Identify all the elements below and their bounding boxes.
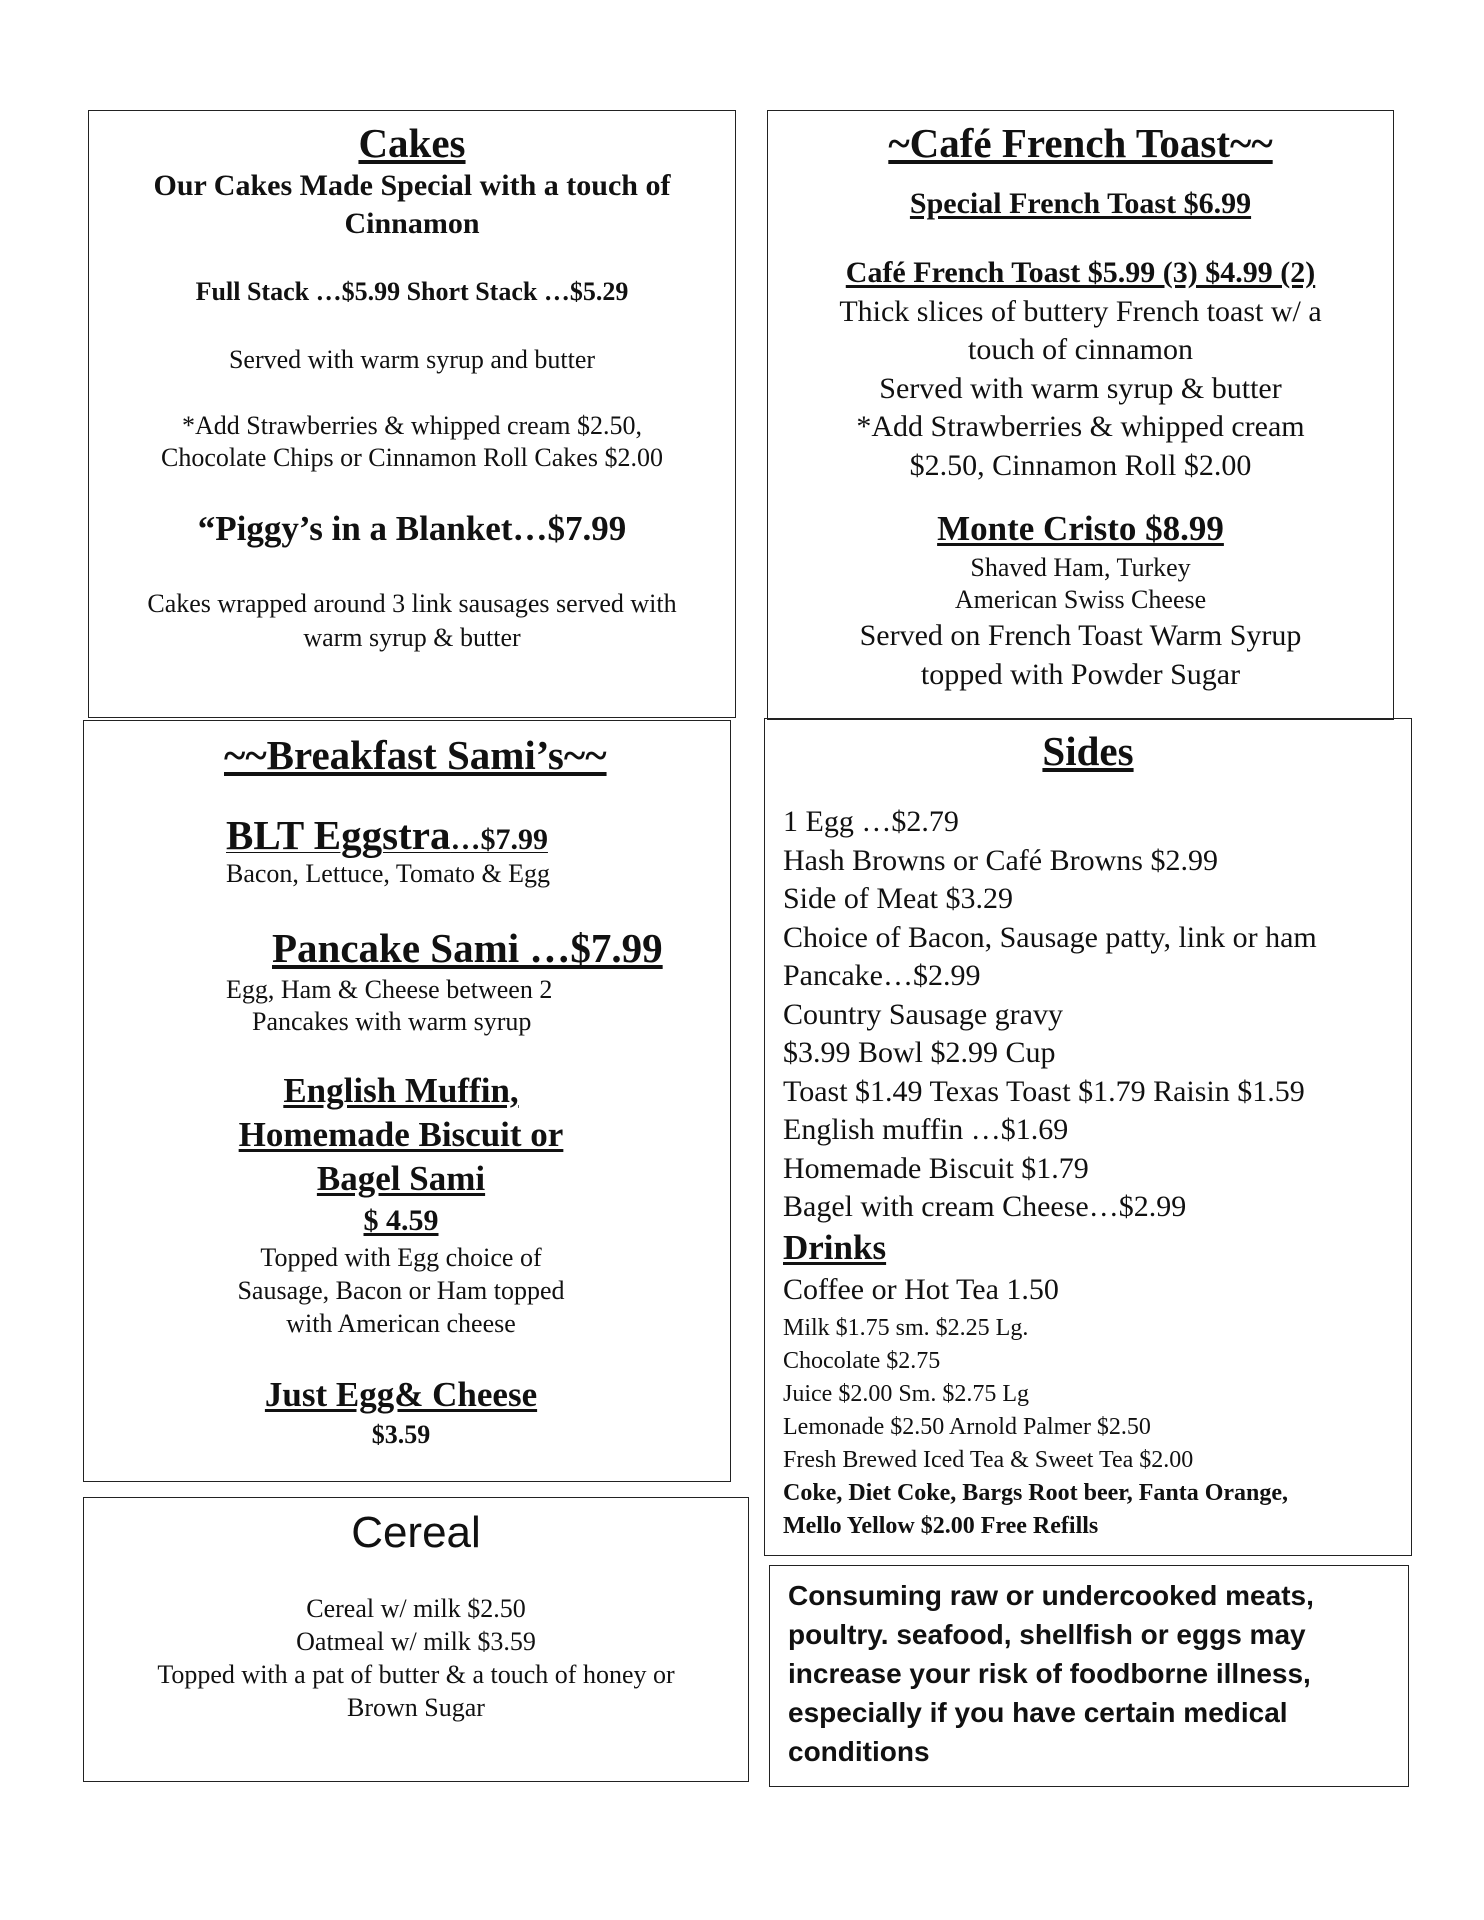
drink-item: Milk $1.75 sm. $2.25 Lg. xyxy=(783,1315,1029,1341)
cakes-section xyxy=(88,110,736,718)
cereal-section xyxy=(83,1497,749,1782)
muffin-desc-2: Sausage, Bacon or Ham topped xyxy=(237,1276,565,1305)
sides-item: Choice of Bacon, Sausage patty, link or ham xyxy=(783,920,1317,954)
sides-item: $3.99 Bowl $2.99 Cup xyxy=(783,1036,1056,1069)
cakes-title: Cakes xyxy=(358,120,466,166)
drink-item: Juice $2.00 Sm. $2.75 Lg xyxy=(783,1381,1029,1407)
sides-item: Country Sausage gravy xyxy=(783,997,1063,1031)
sides-item: Toast $1.49 Texas Toast $1.79 Raisin $1.59 xyxy=(783,1074,1305,1108)
french-toast-desc-4: *Add Strawberries & whipped cream xyxy=(856,410,1305,443)
cakes-add-1: *Add Strawberries & whipped cream $2.50, xyxy=(182,411,642,440)
sides-item: Side of Meat $3.29 xyxy=(783,882,1013,915)
warning-line-4: especially if you have certain medical xyxy=(788,1697,1288,1728)
just-egg-price: $3.59 xyxy=(371,1420,431,1449)
muffin-desc-3: with American cheese xyxy=(286,1309,516,1338)
muffin-desc-1: Topped with Egg choice of xyxy=(260,1243,542,1272)
french-toast-section xyxy=(767,110,1394,720)
pancake-sami: Pancake Sami …$7.99 xyxy=(272,925,663,971)
cereal-line-1: Cereal w/ milk $2.50 xyxy=(306,1594,526,1623)
monte-cristo-title: Monte Cristo $8.99 xyxy=(937,509,1224,548)
cakes-subtitle-2: Cinnamon xyxy=(344,207,480,240)
drink-item: Chocolate $2.75 xyxy=(783,1348,941,1374)
warning-line-5: conditions xyxy=(788,1736,930,1767)
sides-title: Sides xyxy=(1042,728,1134,774)
sides-item: Homemade Biscuit $1.79 xyxy=(783,1151,1089,1185)
sides-item: 1 Egg …$2.79 xyxy=(783,805,959,838)
french-toast-desc-3: Served with warm syrup & butter xyxy=(879,372,1282,405)
soda-line-2: Mello Yellow $2.00 Free Refills xyxy=(783,1513,1099,1539)
drink-item: Lemonade $2.50 Arnold Palmer $2.50 xyxy=(783,1414,1151,1440)
pancake-desc-2: Pancakes with warm syrup xyxy=(252,1007,532,1036)
blt-price: …$7.99 xyxy=(450,823,548,856)
piggy-desc-2: warm syrup & butter xyxy=(303,623,521,652)
muffin-group xyxy=(84,721,732,1483)
french-toast-desc-2: touch of cinnamon xyxy=(968,333,1193,366)
french-toast-desc-5: $2.50, Cinnamon Roll $2.00 xyxy=(909,449,1252,482)
cakes-served: Served with warm syrup and butter xyxy=(228,345,596,374)
sides-item: Pancake…$2.99 xyxy=(783,959,981,992)
just-egg-title: Just Egg& Cheese xyxy=(264,1375,538,1414)
sides-item: English muffin …$1.69 xyxy=(783,1113,1069,1146)
muffin-title-3: Bagel Sami xyxy=(316,1159,486,1198)
monte-cristo-desc-4: topped with Powder Sugar xyxy=(920,658,1241,691)
cereal-line-4: Brown Sugar xyxy=(347,1693,485,1722)
warning-line-3: increase your risk of foodborne illness, xyxy=(788,1658,1311,1689)
warning-line-1: Consuming raw or undercooked meats, xyxy=(788,1580,1314,1611)
drink-main: Coffee or Hot Tea 1.50 xyxy=(783,1273,1059,1306)
piggy-desc-1: Cakes wrapped around 3 link sausages served with xyxy=(147,589,677,618)
special-french-toast: Special French Toast $6.99 xyxy=(909,187,1252,220)
french-toast-desc-1: Thick slices of buttery French toast w/ a xyxy=(839,295,1322,328)
drink-item: Fresh Brewed Iced Tea & Sweet Tea $2.00 xyxy=(783,1447,1194,1473)
sides-item: Bagel with cream Cheese…$2.99 xyxy=(783,1190,1187,1223)
monte-cristo-desc-1: Shaved Ham, Turkey xyxy=(970,553,1191,582)
cakes-add-2: Chocolate Chips or Cinnamon Roll Cakes $2.00 xyxy=(161,443,663,472)
cakes-subtitle-1: Our Cakes Made Special with a touch of xyxy=(153,169,671,202)
blt-desc: Bacon, Lettuce, Tomato & Egg xyxy=(226,859,551,888)
monte-cristo-desc-3: Served on French Toast Warm Syrup xyxy=(859,619,1302,652)
french-toast-title: ~Café French Toast~~ xyxy=(888,120,1273,166)
monte-cristo-desc-2: American Swiss Cheese xyxy=(954,585,1207,614)
food-safety-warning xyxy=(769,1565,1409,1787)
muffin-title-2: Homemade Biscuit or xyxy=(238,1115,564,1154)
cereal-line-2: Oatmeal w/ milk $3.59 xyxy=(296,1627,536,1656)
muffin-title-1: English Muffin, xyxy=(283,1071,519,1110)
blt-name: BLT Eggstra xyxy=(226,812,451,858)
drinks-title: Drinks xyxy=(783,1228,887,1267)
sides-item: Hash Browns or Café Browns $2.99 xyxy=(783,843,1218,877)
pancake-desc-1: Egg, Ham & Cheese between 2 xyxy=(226,975,553,1004)
soda-line-1: Coke, Diet Coke, Bargs Root beer, Fanta Orange, xyxy=(783,1480,1289,1506)
cafe-french-toast: Café French Toast $5.99 (3) $4.99 (2) xyxy=(845,256,1316,289)
sides-section xyxy=(764,718,1412,1556)
cereal-line-3: Topped with a pat of butter & a touch of honey or xyxy=(157,1660,675,1689)
warning-line-2: poultry. seafood, shellfish or eggs may xyxy=(788,1619,1306,1650)
cereal-title: Cereal xyxy=(351,1508,481,1557)
sami-title: ~~Breakfast Sami’s~~ xyxy=(224,732,607,778)
muffin-price: $ 4.59 xyxy=(363,1204,439,1237)
cakes-stacks: Full Stack …$5.99 Short Stack …$5.29 xyxy=(195,277,629,306)
breakfast-sami-section xyxy=(83,720,731,1482)
piggy-title: “Piggy’s in a Blanket…$7.99 xyxy=(197,509,627,548)
